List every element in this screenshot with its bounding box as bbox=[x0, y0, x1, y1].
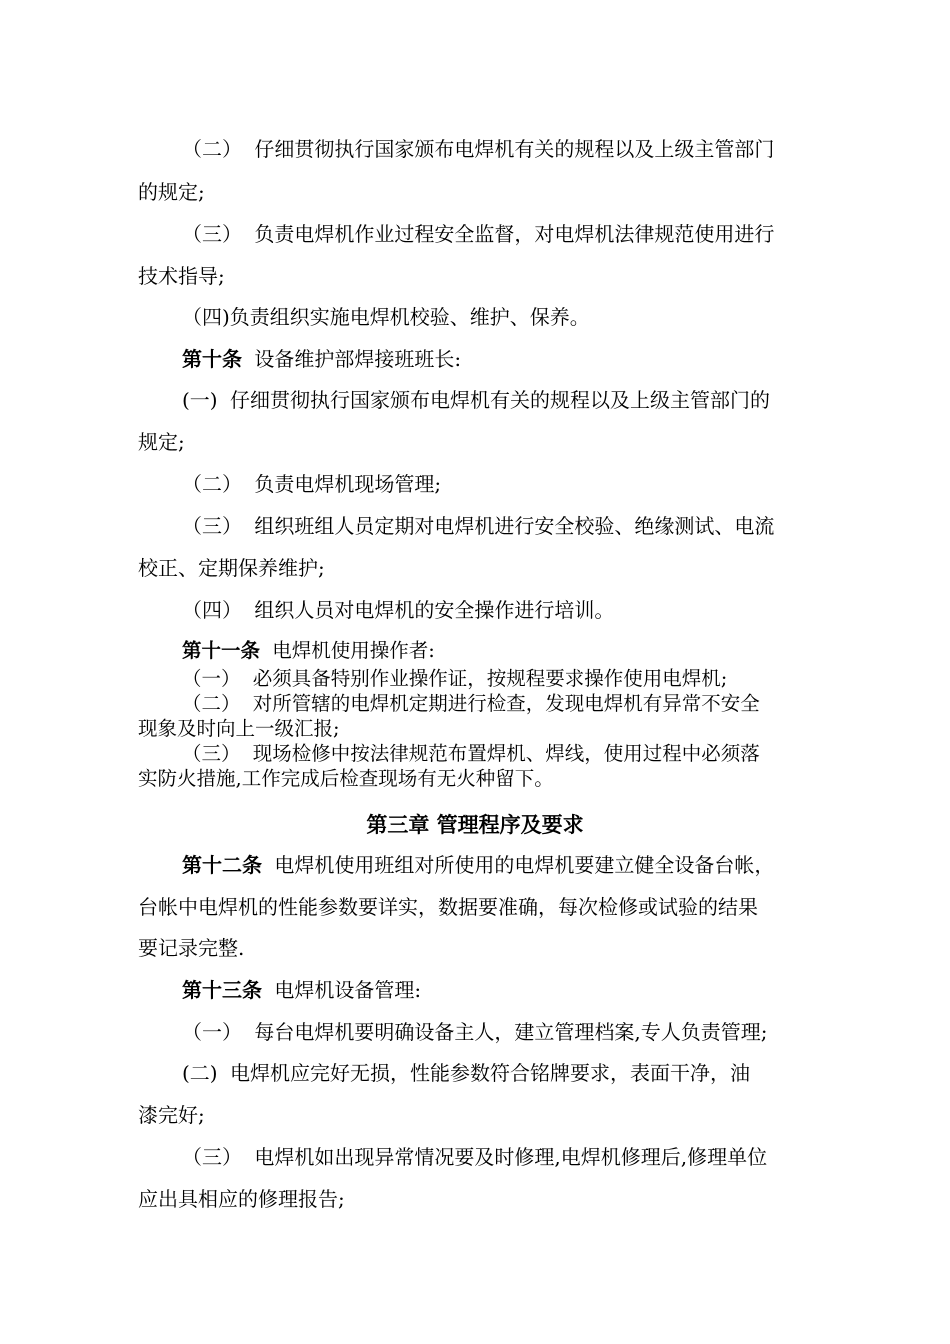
line-text: 校正、定期保养维护; bbox=[138, 556, 325, 580]
article-line bbox=[182, 853, 774, 877]
paragraph-line bbox=[182, 305, 590, 329]
paragraph-line bbox=[138, 430, 185, 454]
paragraph-line bbox=[182, 742, 760, 766]
line-text: 电焊机设备管理: bbox=[274, 978, 422, 1002]
line-text: 技术指导; bbox=[138, 264, 225, 288]
paragraph-line bbox=[182, 514, 774, 538]
line-text: 电焊机应完好无损，性能参数符合铭牌要求，表面干净，油 bbox=[229, 1061, 750, 1085]
line-text: 仔细贯彻执行国家颁布电焊机有关的规程以及上级主管部门的 bbox=[229, 388, 770, 412]
item-label: （二） bbox=[182, 472, 242, 496]
item-label: （二） bbox=[182, 137, 242, 161]
article-line bbox=[182, 347, 461, 371]
item-label: （一） bbox=[182, 667, 241, 690]
article-heading: 第十二条 bbox=[182, 853, 262, 877]
line-text: 应出具相应的修理报告; bbox=[138, 1187, 345, 1211]
line-text: 电焊机如出现异常情况要及时修理,电焊机修理后,修理单位 bbox=[254, 1145, 768, 1169]
item-label: （一） bbox=[182, 1020, 242, 1044]
line-text: 负责电焊机现场管理; bbox=[254, 472, 442, 496]
line-text: 仔细贯彻执行国家颁布电焊机有关的规程以及上级主管部门 bbox=[254, 137, 775, 161]
item-label: （三） bbox=[182, 514, 242, 538]
line-text: 电焊机使用班组对所使用的电焊机要建立健全设备台帐， bbox=[274, 853, 775, 877]
paragraph-line bbox=[138, 895, 758, 919]
article-line bbox=[182, 639, 435, 663]
line-text: 电焊机使用操作者: bbox=[272, 639, 435, 662]
article-heading: 第十条 bbox=[182, 347, 242, 371]
line-text: 对所管辖的电焊机定期进行检查，发现电焊机有异常不安全 bbox=[252, 692, 760, 715]
paragraph-line bbox=[138, 556, 325, 580]
paragraph-line bbox=[182, 1020, 767, 1044]
paragraph-line bbox=[138, 717, 340, 741]
line-text: 实防火措施,工作完成后检查现场有无火种留下。 bbox=[138, 767, 554, 790]
line-text: 漆完好; bbox=[138, 1103, 205, 1127]
line-text: 必须具备特别作业操作证，按规程要求操作使用电焊机; bbox=[252, 667, 728, 690]
paragraph-line bbox=[182, 388, 770, 412]
paragraph-line bbox=[138, 1103, 205, 1127]
article-heading: 第十三条 bbox=[182, 978, 262, 1002]
item-label: （三） bbox=[182, 222, 242, 246]
line-text: 要记录完整. bbox=[138, 936, 245, 960]
paragraph-line bbox=[138, 1187, 345, 1211]
paragraph-line bbox=[182, 1061, 750, 1085]
paragraph-line bbox=[138, 767, 554, 791]
item-label: （四） bbox=[182, 598, 242, 622]
paragraph-line bbox=[138, 264, 225, 288]
paragraph-line bbox=[182, 598, 614, 622]
line-text: （四)负责组织实施电焊机校验、维护、保养。 bbox=[182, 305, 590, 329]
line-text: 台帐中电焊机的性能参数要详实，数据要准确，每次检修或试验的结果 bbox=[138, 895, 758, 919]
paragraph-line bbox=[138, 936, 244, 960]
paragraph-line bbox=[138, 180, 205, 204]
item-label: （三） bbox=[182, 1145, 242, 1169]
paragraph-line bbox=[182, 222, 774, 246]
paragraph-line bbox=[182, 472, 441, 496]
line-text: 组织人员对电焊机的安全操作进行培训。 bbox=[254, 598, 615, 622]
item-label: （二） bbox=[182, 692, 241, 715]
paragraph-line bbox=[182, 1145, 767, 1169]
line-text: 组织班组人员定期对电焊机进行安全校验、绝缘测试、电流 bbox=[254, 514, 775, 538]
article-heading: 第十一条 bbox=[182, 639, 261, 662]
line-text: 现象及时向上一级汇报; bbox=[138, 717, 340, 740]
line-text: 负责电焊机作业过程安全监督，对电焊机法律规范使用进行 bbox=[254, 222, 775, 246]
article-line bbox=[182, 978, 421, 1002]
paragraph-line bbox=[182, 667, 727, 691]
line-text: 规定; bbox=[138, 430, 185, 454]
chapter-title: 第三章 管理程序及要求 bbox=[366, 812, 584, 837]
paragraph-line bbox=[182, 692, 760, 716]
line-text: 设备维护部焊接班班长: bbox=[254, 347, 462, 371]
item-label: （三） bbox=[182, 742, 241, 765]
line-text: 的规定; bbox=[138, 180, 205, 204]
item-label: (二) bbox=[182, 1061, 218, 1085]
line-text: 现场检修中按法律规范布置焊机、焊线，使用过程中必须落 bbox=[252, 742, 760, 765]
line-text: 每台电焊机要明确设备主人，建立管理档案,专人负责管理; bbox=[254, 1020, 768, 1044]
paragraph-line bbox=[182, 137, 774, 161]
item-label: (一) bbox=[182, 388, 218, 412]
